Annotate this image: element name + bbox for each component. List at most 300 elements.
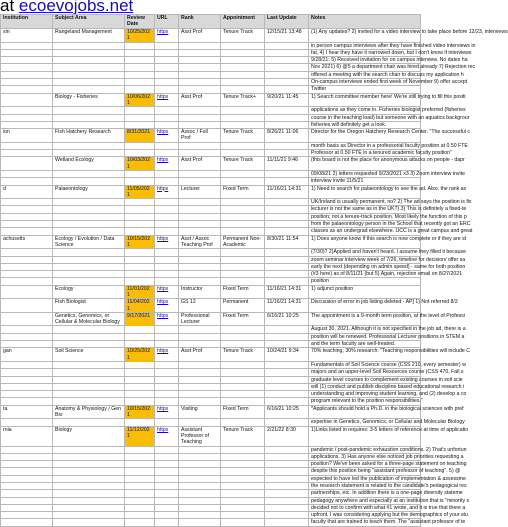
table-row[interactable] <box>1 278 421 285</box>
table-row[interactable] <box>1 71 421 78</box>
cell-url <box>155 391 179 398</box>
cell-url[interactable]: https <box>155 299 179 313</box>
cell-url <box>155 121 179 128</box>
cell-url[interactable]: https <box>155 157 179 171</box>
cell-institution <box>1 57 53 64</box>
cell-url <box>155 512 179 519</box>
cell-subject-area <box>53 468 125 475</box>
cell-last-update <box>265 221 309 228</box>
cell-appointment <box>221 271 265 278</box>
cell-institution: rnia <box>1 426 53 446</box>
table-row[interactable] <box>1 483 421 490</box>
cell-notes: 09/08/21 2) letters requested 9/23/2021 x3 3) Zoom interview invite <box>309 170 421 177</box>
cell-institution: sin <box>1 29 53 43</box>
cell-appointment <box>221 376 265 383</box>
cell-institution <box>1 361 53 368</box>
cell-last-update <box>265 391 309 398</box>
table-row[interactable] <box>1 490 421 497</box>
cell-notes: Fundamentals of Soil Science course (CSS 210, every semester) w <box>309 361 421 368</box>
cell-appointment <box>221 263 265 270</box>
cell-institution: ta <box>1 405 53 419</box>
cell-last-update <box>265 213 309 220</box>
table-row[interactable] <box>1 361 421 368</box>
cell-subject-area <box>53 333 125 340</box>
cell-appointment <box>221 228 265 235</box>
cell-appointment <box>221 483 265 490</box>
cell-rank <box>179 468 221 475</box>
cell-appointment <box>221 475 265 482</box>
cell-review-date <box>125 213 155 220</box>
cell-last-update <box>265 490 309 497</box>
cell-last-update <box>265 383 309 390</box>
cell-subject-area: Ecology <box>53 285 125 299</box>
cell-last-update <box>265 446 309 453</box>
cell-rank <box>179 213 221 220</box>
cell-institution <box>1 228 53 235</box>
cell-notes: despite this position being "assistant professor of teaching". 5) @ <box>309 468 421 475</box>
cell-notes: position will be renewed. Professorial Lecturer positions in STEM a <box>309 333 421 340</box>
cell-url[interactable]: https <box>155 348 179 362</box>
cell-rank: Visiting <box>179 405 221 419</box>
cell-url[interactable]: https <box>155 312 179 326</box>
cell-notes: applications as they come in. Fisheries biologist preferred (fisheries <box>309 107 421 114</box>
cell-appointment: Tenure Track <box>221 157 265 171</box>
cell-appointment <box>221 461 265 468</box>
cell-notes: August 30, 2021. Although it is not specified in the job ad, there is a <box>309 326 421 333</box>
col-appointment[interactable]: Appointment <box>221 15 265 29</box>
cell-last-update <box>265 256 309 263</box>
cell-notes: 9/28/21: 5) Received invitation for on campus interview. No dates ha <box>309 57 421 64</box>
cell-institution <box>1 199 53 206</box>
table-row[interactable] <box>1 271 421 278</box>
cell-rank <box>179 369 221 376</box>
cell-appointment <box>221 391 265 398</box>
table-row[interactable] <box>1 221 421 228</box>
cell-rank <box>179 383 221 390</box>
cell-institution <box>1 504 53 511</box>
cell-institution <box>1 369 53 376</box>
cell-appointment <box>221 446 265 453</box>
table-row[interactable] <box>1 57 421 64</box>
cell-institution <box>1 107 53 114</box>
cell-url <box>155 114 179 121</box>
cell-last-update <box>265 483 309 490</box>
cell-review-date <box>125 361 155 368</box>
cell-subject-area <box>53 249 125 256</box>
cell-institution <box>1 271 53 278</box>
cell-notes: majors and an upper-level Soil Resources course (CSS 470, Fall s <box>309 369 421 376</box>
cell-subject-area: Biology <box>53 426 125 446</box>
cell-notes: understanding and improving student learning, and (2) develop a co <box>309 391 421 398</box>
cell-notes: lecturer is not the same as in the UK?) 3) This is definitely a fixed-te <box>309 206 421 213</box>
cell-url <box>155 504 179 511</box>
cell-url <box>155 475 179 482</box>
cell-subject-area <box>53 256 125 263</box>
header-prefix: at <box>0 0 19 15</box>
table-row[interactable] <box>1 150 421 157</box>
cell-review-date: 8/31/2021 <box>125 129 155 143</box>
cell-review-date <box>125 326 155 333</box>
cell-institution <box>1 49 53 56</box>
cell-notes: course in the teaching load) but someone with an aquatics backgrour <box>309 114 421 121</box>
cell-review-date: 11/01/2021 <box>125 285 155 299</box>
cell-notes: graduate level courses to complement existing courses in soil scie <box>309 376 421 383</box>
cell-rank <box>179 512 221 519</box>
cell-rank: Instructor <box>179 285 221 299</box>
cell-notes: The appointment is a 9-month term position, at the level of Professi <box>309 312 421 326</box>
cell-notes: decided not to confirm with what #1 wrote, and it is true that there a <box>309 504 421 511</box>
table-row[interactable] <box>1 228 421 235</box>
table-row[interactable] <box>1 185 421 199</box>
cell-last-update <box>265 249 309 256</box>
table-row[interactable] <box>1 206 421 213</box>
col-last-update[interactable]: Last Update <box>265 15 309 29</box>
cell-url[interactable]: https <box>155 235 179 249</box>
cell-review-date <box>125 278 155 285</box>
cell-url <box>155 446 179 453</box>
table-row[interactable] <box>1 157 421 171</box>
cell-last-update <box>265 398 309 405</box>
cell-rank <box>179 497 221 504</box>
col-url[interactable]: URL <box>155 15 179 29</box>
cell-url[interactable]: https <box>155 129 179 143</box>
cell-last-update <box>265 263 309 270</box>
cell-review-date <box>125 369 155 376</box>
cell-subject-area <box>53 206 125 213</box>
cell-subject-area <box>53 369 125 376</box>
cell-institution <box>1 453 53 460</box>
table-row[interactable] <box>1 79 421 86</box>
cell-appointment <box>221 79 265 86</box>
cell-institution <box>1 150 53 157</box>
cell-last-update <box>265 150 309 157</box>
cell-rank: Asst Prof <box>179 157 221 171</box>
table-row[interactable] <box>1 107 421 114</box>
cell-review-date <box>125 150 155 157</box>
cell-institution: d <box>1 185 53 199</box>
cell-rank <box>179 475 221 482</box>
cell-last-update: 8/30/21 11:54 <box>265 235 309 249</box>
cell-url[interactable]: https <box>155 405 179 419</box>
table-row[interactable] <box>1 299 421 313</box>
cell-notes: the research statement is related to the candidate's pedagogical res <box>309 483 421 490</box>
table-row[interactable] <box>1 446 421 453</box>
cell-review-date <box>125 121 155 128</box>
cell-url[interactable]: https <box>155 426 179 446</box>
cell-notes: month basis as Director in a professorial faculty position at 0.50 FTE <box>309 142 421 149</box>
cell-institution <box>1 213 53 220</box>
table-row[interactable] <box>1 129 421 143</box>
cell-last-update <box>265 461 309 468</box>
table-row[interactable] <box>1 142 421 149</box>
col-review-date[interactable]: Review Date <box>125 15 155 29</box>
table-row[interactable] <box>1 391 421 398</box>
cell-rank <box>179 249 221 256</box>
table-row[interactable] <box>1 178 421 185</box>
cell-url <box>155 49 179 56</box>
cell-rank <box>179 114 221 121</box>
cell-institution <box>1 312 53 326</box>
cell-review-date <box>125 86 155 93</box>
cell-notes: (this board is not the place for anonymous attacks on people - dapr <box>309 157 421 171</box>
table-row[interactable] <box>1 170 421 177</box>
table-row[interactable] <box>1 213 421 220</box>
cell-subject-area <box>53 150 125 157</box>
cell-review-date <box>125 249 155 256</box>
cell-notes: Discussion of error in job listing deleted - AP] 1) Not referred 8/2 <box>309 299 421 313</box>
table-row[interactable] <box>1 312 421 326</box>
table-row[interactable] <box>1 121 421 128</box>
cell-notes: On-campus interviews ended first week of November 9) offer accept <box>309 79 421 86</box>
col-subject-area[interactable]: Subject Area <box>53 15 125 29</box>
cell-rank <box>179 263 221 270</box>
cell-subject-area <box>53 57 125 64</box>
table-row[interactable] <box>1 199 421 206</box>
cell-institution <box>1 446 53 453</box>
cell-subject-area <box>53 483 125 490</box>
cell-institution <box>1 398 53 405</box>
table-row[interactable] <box>1 419 421 426</box>
cell-subject-area <box>53 142 125 149</box>
cell-subject-area <box>53 341 125 348</box>
cell-subject-area: Rangeland Management <box>53 29 125 43</box>
cell-appointment <box>221 121 265 128</box>
cell-url <box>155 333 179 340</box>
cell-rank <box>179 150 221 157</box>
cell-institution <box>1 42 53 49</box>
table-row[interactable] <box>1 235 421 249</box>
table-row[interactable] <box>1 29 421 43</box>
cell-subject-area <box>53 398 125 405</box>
table-row[interactable] <box>1 468 421 475</box>
cell-review-date <box>125 178 155 185</box>
table-row[interactable] <box>1 326 421 333</box>
table-row[interactable] <box>1 398 421 405</box>
table-row[interactable] <box>1 42 421 49</box>
table-row[interactable] <box>1 504 421 511</box>
cell-rank <box>179 49 221 56</box>
table-row[interactable] <box>1 453 421 460</box>
cell-subject-area <box>53 326 125 333</box>
table-row[interactable] <box>1 93 421 107</box>
cell-notes: applications. 3) Has anyone else noticed job priorities requesting a <box>309 453 421 460</box>
cell-review-date: 9/17/2021 <box>125 312 155 326</box>
cell-appointment <box>221 333 265 340</box>
cell-last-update <box>265 504 309 511</box>
cell-last-update <box>265 114 309 121</box>
cell-appointment <box>221 57 265 64</box>
cell-rank <box>179 333 221 340</box>
cell-subject-area <box>53 64 125 71</box>
col-notes[interactable]: Notes <box>309 15 421 29</box>
cell-appointment: Fixed Term <box>221 285 265 299</box>
table-row[interactable] <box>1 512 421 519</box>
cell-rank: GS 12 <box>179 299 221 313</box>
cell-last-update <box>265 475 309 482</box>
table-row[interactable] <box>1 114 421 121</box>
cell-institution <box>1 64 53 71</box>
cell-review-date <box>125 228 155 235</box>
table-row[interactable] <box>1 475 421 482</box>
cell-url[interactable]: https <box>155 29 179 43</box>
cell-url <box>155 142 179 149</box>
table-row[interactable] <box>1 426 421 446</box>
cell-subject-area <box>53 391 125 398</box>
cell-institution <box>1 461 53 468</box>
cell-institution <box>1 256 53 263</box>
cell-institution <box>1 93 53 107</box>
cell-review-date: 11/05/2021 <box>125 185 155 199</box>
cell-url <box>155 150 179 157</box>
cell-rank <box>179 361 221 368</box>
cell-appointment <box>221 398 265 405</box>
cell-appointment: Permanent <box>221 299 265 313</box>
cell-notes: in person campus interviews after they have finished video interviews in <box>309 42 421 49</box>
cell-last-update: 11/11/21 9:46 <box>265 157 309 171</box>
cell-institution <box>1 206 53 213</box>
cell-institution <box>1 391 53 398</box>
cell-appointment <box>221 278 265 285</box>
table-body <box>1 29 508 527</box>
cell-appointment <box>221 114 265 121</box>
cell-notes: Nov 2021) 6) @5 a department chair was hired already 7) Rejection rec <box>309 64 421 71</box>
cell-rank <box>179 42 221 49</box>
table-row[interactable] <box>1 461 421 468</box>
cell-appointment <box>221 170 265 177</box>
table-row[interactable] <box>1 497 421 504</box>
cell-rank <box>179 57 221 64</box>
cell-notes: 70% teaching, 30% research: "Teaching responsibilities will include C <box>309 348 421 362</box>
cell-rank <box>179 519 221 526</box>
cell-appointment <box>221 512 265 519</box>
cell-institution <box>1 178 53 185</box>
col-institution[interactable]: Institution <box>1 15 53 29</box>
table-row[interactable] <box>1 405 421 419</box>
cell-appointment: Tenure Track+ <box>221 93 265 107</box>
cell-rank <box>179 142 221 149</box>
cell-subject-area: Soil Science <box>53 348 125 362</box>
cell-rank <box>179 504 221 511</box>
cell-last-update <box>265 121 309 128</box>
cell-notes: Professor at 0.50 FTE in a tenured academic faculty position" <box>309 150 421 157</box>
table-row[interactable] <box>1 263 421 270</box>
cell-review-date <box>125 461 155 468</box>
cell-institution <box>1 71 53 78</box>
cell-notes: partnerships, etc. In addition there is a one-page diversity stateme <box>309 490 421 497</box>
cell-appointment <box>221 341 265 348</box>
cell-subject-area <box>53 86 125 93</box>
table-row[interactable] <box>1 86 421 93</box>
cell-notes: pedagogy anywhere and especially at an institution that is "minority s <box>309 497 421 504</box>
cell-appointment <box>221 49 265 56</box>
cell-last-update: 2/21/22 8:30 <box>265 426 309 446</box>
cell-appointment <box>221 206 265 213</box>
cell-rank: Asst Prof <box>179 29 221 43</box>
table-row[interactable] <box>1 383 421 390</box>
cell-appointment: Tenure Track <box>221 348 265 362</box>
cell-appointment <box>221 361 265 368</box>
table-row[interactable] <box>1 256 421 263</box>
cell-institution <box>1 512 53 519</box>
cell-last-update: 12/15/21 13:48 <box>265 29 309 43</box>
cell-review-date: 10/03/2021 <box>125 157 155 171</box>
table-row[interactable] <box>1 369 421 376</box>
cell-subject-area: Fish Hatchery Research <box>53 129 125 143</box>
cell-last-update <box>265 376 309 383</box>
table-row[interactable] <box>1 64 421 71</box>
cell-institution <box>1 157 53 171</box>
table-row[interactable] <box>1 376 421 383</box>
cell-subject-area <box>53 107 125 114</box>
cell-review-date <box>125 49 155 56</box>
col-rank[interactable]: Rank <box>179 15 221 29</box>
cell-url <box>155 519 179 526</box>
cell-last-update <box>265 361 309 368</box>
cell-url[interactable]: https <box>155 185 179 199</box>
cell-rank: Asst / Assoc Teaching Prof <box>179 235 221 249</box>
cell-url <box>155 398 179 405</box>
cell-notes: 1) adjunct position <box>309 285 421 299</box>
cell-last-update <box>265 278 309 285</box>
table-row[interactable] <box>1 519 421 526</box>
cell-last-update: 9/20/21 11:45 <box>265 93 309 107</box>
cell-review-date <box>125 263 155 270</box>
cell-appointment: Tenure Track <box>221 426 265 446</box>
cell-institution: achusetts <box>1 235 53 249</box>
cell-review-date <box>125 504 155 511</box>
cell-review-date <box>125 341 155 348</box>
cell-url <box>155 199 179 206</box>
cell-subject-area: Biology - Fisheries <box>53 93 125 107</box>
cell-review-date <box>125 57 155 64</box>
cell-notes: 1) Does anyone know if this search is now complete or if they are st <box>309 235 421 249</box>
cell-subject-area: Palaeontology <box>53 185 125 199</box>
cell-review-date <box>125 475 155 482</box>
cell-subject-area <box>53 121 125 128</box>
cell-last-update <box>265 206 309 213</box>
table-row[interactable] <box>1 341 421 348</box>
cell-last-update: 6/16/21 10:25 <box>265 405 309 419</box>
cell-url[interactable]: https <box>155 285 179 299</box>
cell-last-update: 11/16/21 14:31 <box>265 185 309 199</box>
table-row[interactable] <box>1 285 421 299</box>
cell-rank <box>179 376 221 383</box>
table-row[interactable] <box>1 348 421 362</box>
cell-url <box>155 419 179 426</box>
table-row[interactable] <box>1 333 421 340</box>
cell-institution <box>1 490 53 497</box>
cell-url <box>155 497 179 504</box>
cell-notes: Twitter <box>309 86 421 93</box>
cell-url[interactable]: https <box>155 93 179 107</box>
cell-appointment <box>221 383 265 390</box>
cell-review-date <box>125 383 155 390</box>
cell-subject-area <box>53 278 125 285</box>
jobs-table <box>0 14 508 527</box>
cell-appointment <box>221 213 265 220</box>
cell-rank <box>179 170 221 177</box>
cell-review-date: 11/04/2021 <box>125 299 155 313</box>
cell-rank: Assoc / Full Prof <box>179 129 221 143</box>
cell-appointment <box>221 71 265 78</box>
cell-url <box>155 221 179 228</box>
table-row[interactable] <box>1 249 421 256</box>
site-link[interactable]: ecoevojobs.net <box>18 0 134 15</box>
cell-appointment <box>221 64 265 71</box>
cell-last-update <box>265 369 309 376</box>
table-row[interactable] <box>1 49 421 56</box>
cell-appointment <box>221 326 265 333</box>
